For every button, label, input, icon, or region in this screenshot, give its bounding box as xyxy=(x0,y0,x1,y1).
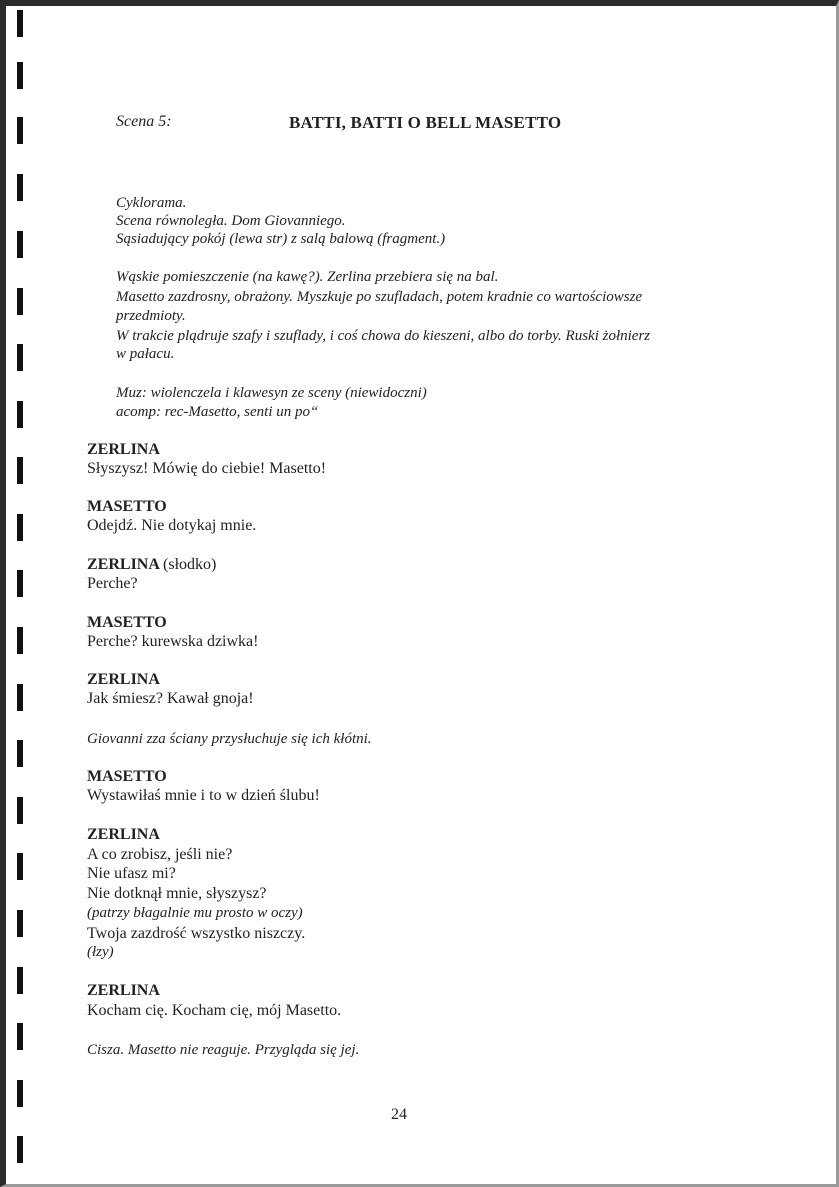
speaker-name: MASETTO xyxy=(87,614,167,631)
stage-direction: Sąsiadujący pokój (lewa str) z salą balową (fragment.) xyxy=(116,231,446,247)
dialogue-line: Nie ufasz mi? xyxy=(87,865,176,882)
music-note: acomp: rec-Masetto, senti un po“ xyxy=(116,404,319,420)
binding-hole xyxy=(17,1023,23,1050)
stage-direction: Cyklorama. xyxy=(116,195,187,211)
binding-hole xyxy=(17,401,23,428)
speaker-name-text: ZERLINA xyxy=(87,556,160,573)
dialogue-line: Słyszysz! Mówię do ciebie! Masetto! xyxy=(87,460,327,477)
binding-hole xyxy=(17,967,23,994)
speaker-qualifier: (słodko) xyxy=(163,556,217,573)
stage-direction: przedmioty. xyxy=(116,308,186,324)
binding-hole xyxy=(17,1080,23,1107)
music-note: Muz: wiolenczela i klawesyn ze sceny (niewidoczni) xyxy=(116,385,427,401)
speaker-name: ZERLINA xyxy=(87,671,160,688)
stage-direction: (łzy) xyxy=(87,944,114,960)
speaker-name: ZERLINA xyxy=(87,982,160,999)
speaker-name: ZERLINA xyxy=(87,826,160,843)
dialogue-line: Kocham cię. Kocham cię, mój Masetto. xyxy=(87,1002,342,1019)
stage-direction: (patrzy błagalnie mu prosto w oczy) xyxy=(87,905,303,921)
binding-hole xyxy=(17,1136,23,1163)
scene-label: Scena 5: xyxy=(116,113,172,130)
stage-direction: Giovanni zza ściany przysłuchuje się ich kłótni. xyxy=(87,731,372,747)
binding-hole xyxy=(17,740,23,767)
binding-hole xyxy=(17,10,23,37)
binding-hole xyxy=(17,62,23,89)
binding-hole xyxy=(17,910,23,937)
dialogue-line: Odejdź. Nie dotykaj mnie. xyxy=(87,517,257,534)
stage-direction: w pałacu. xyxy=(116,346,175,362)
stage-direction: W trakcie plądruje szafy i szuflady, i coś chowa do kieszeni, albo do torby. Ruski żołnierz xyxy=(116,328,651,344)
dialogue-line: Nie dotknął mnie, słyszysz? xyxy=(87,885,267,902)
binding-hole xyxy=(17,174,23,201)
binding-hole xyxy=(17,514,23,541)
speaker-name: MASETTO xyxy=(87,768,167,785)
speaker-name xyxy=(87,556,216,574)
binding-hole xyxy=(17,457,23,484)
stage-direction: Scena równoległa. Dom Giovanniego. xyxy=(116,213,346,229)
binding-hole xyxy=(17,627,23,654)
dialogue-line: Perche? xyxy=(87,575,138,592)
binding-hole xyxy=(17,684,23,711)
dialogue-line: Twoja zazdrość wszystko niszczy. xyxy=(87,925,306,942)
binding-hole xyxy=(17,231,23,258)
binding-hole xyxy=(17,117,23,144)
dialogue-line: Jak śmiesz? Kawał gnoja! xyxy=(87,690,254,707)
stage-direction: Cisza. Masetto nie reaguje. Przygląda się jej. xyxy=(87,1042,360,1058)
binding-hole xyxy=(17,570,23,597)
scene-title: BATTI, BATTI O BELL MASETTO xyxy=(289,113,562,132)
speaker-name: MASETTO xyxy=(87,498,167,515)
binding-hole xyxy=(17,344,23,371)
stage-direction: Masetto zazdrosny, obrażony. Myszkuje po szufladach, potem kradnie co wartościowsze xyxy=(116,289,643,305)
binding-hole xyxy=(17,853,23,880)
dialogue-line: Wystawiłaś mnie i to w dzień ślubu! xyxy=(87,787,320,804)
stage-direction: Wąskie pomieszczenie (na kawę?). Zerlina przebiera się na bal. xyxy=(116,269,499,285)
binding-hole xyxy=(17,288,23,315)
dialogue-line: Perche? kurewska dziwka! xyxy=(87,633,259,650)
speaker-name: ZERLINA xyxy=(87,441,160,458)
binding-hole xyxy=(17,797,23,824)
dialogue-line: A co zrobisz, jeśli nie? xyxy=(87,846,233,863)
page-number: 24 xyxy=(391,1106,407,1123)
